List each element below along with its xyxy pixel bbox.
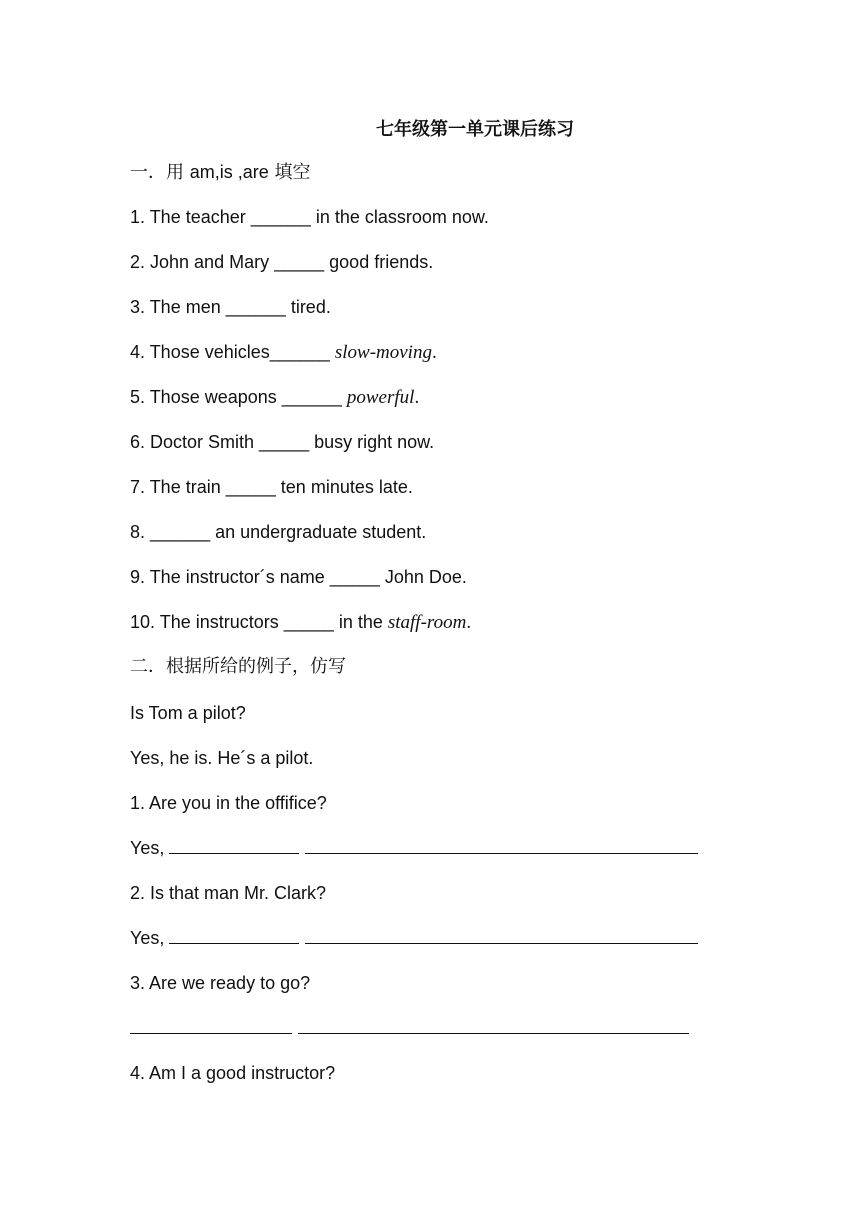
item-end: . bbox=[414, 387, 420, 408]
exercise-item-1 bbox=[130, 205, 489, 229]
answer-prefix: Yes, bbox=[130, 838, 170, 858]
answer-blank-long bbox=[298, 1016, 689, 1034]
answer-blank: ______ bbox=[225, 297, 286, 317]
item-text: John Doe. bbox=[379, 567, 467, 587]
example-question: Is Tom a pilot? bbox=[130, 703, 246, 723]
section-1-heading-prefix: 一．用 bbox=[130, 162, 190, 183]
answer-blank-long bbox=[305, 926, 698, 944]
exercise-item-6 bbox=[130, 430, 434, 454]
answer-blank-short bbox=[169, 926, 299, 944]
answer-prefix: Yes, bbox=[130, 928, 170, 948]
question-1: 1. Are you in the offifice? bbox=[130, 793, 327, 813]
item-text: busy right now. bbox=[309, 432, 435, 452]
answer-blank: ______ bbox=[281, 387, 342, 407]
section-1-heading-words: am,is ,are bbox=[189, 162, 269, 182]
item-text: tired. bbox=[285, 297, 331, 317]
exercise-item-4 bbox=[130, 340, 437, 365]
item-text: 5. Those weapons bbox=[130, 387, 282, 407]
answer-blank: _____ bbox=[329, 567, 380, 587]
item-text: 4. Those vehicles bbox=[130, 342, 270, 362]
answer-blank: _____ bbox=[259, 432, 310, 452]
item-text: good friends. bbox=[324, 252, 434, 272]
question-3: 3. Are we ready to go? bbox=[130, 973, 311, 993]
answer-blank: _____ bbox=[274, 252, 325, 272]
answer-line-3 bbox=[130, 1016, 689, 1040]
answer-blank-long bbox=[305, 836, 698, 854]
answer-blank: ______ bbox=[150, 522, 211, 542]
answer-blank-short bbox=[130, 1016, 292, 1034]
italic-term: powerful bbox=[346, 387, 415, 408]
exercise-item-3 bbox=[130, 295, 331, 319]
item-text: 1. The teacher bbox=[130, 207, 251, 227]
item-text: in the bbox=[333, 612, 388, 632]
item-text: 7. The train bbox=[130, 477, 226, 497]
item-text: 6. Doctor Smith bbox=[130, 432, 260, 452]
section-1-heading bbox=[130, 160, 311, 185]
exercise-item-9 bbox=[130, 565, 467, 589]
answer-blank: ______ bbox=[250, 207, 311, 227]
exercise-item-8 bbox=[130, 520, 426, 544]
exercise-item-7 bbox=[130, 475, 413, 499]
item-text: 10. The instructors bbox=[130, 612, 284, 632]
item-text: 8. bbox=[130, 522, 151, 542]
item-end: . bbox=[431, 342, 437, 363]
question-2: 2. Is that man Mr. Clark? bbox=[130, 883, 327, 903]
item-text: 2. John and Mary bbox=[130, 252, 275, 272]
item-text: 3. The men bbox=[130, 297, 226, 317]
question-4: 4. Am I a good instructor? bbox=[130, 1063, 336, 1083]
exercise-item-10 bbox=[130, 610, 471, 635]
exercise-item-5 bbox=[130, 385, 419, 410]
exercise-item-2 bbox=[130, 250, 433, 274]
section-2-heading: 二．根据所给的例子，仿写 bbox=[130, 656, 346, 677]
item-text: an undergraduate student. bbox=[210, 522, 427, 542]
item-text: 9. The instructor´s name bbox=[130, 567, 330, 587]
page-title: 七年级第一单元课后练习 bbox=[376, 119, 574, 140]
answer-line-2 bbox=[130, 926, 698, 950]
item-end: . bbox=[466, 612, 472, 633]
example-answer: Yes, he is. He´s a pilot. bbox=[130, 748, 314, 768]
answer-blank: ______ bbox=[269, 342, 330, 362]
answer-blank: _____ bbox=[283, 612, 334, 632]
section-1-heading-suffix: 填空 bbox=[268, 162, 311, 183]
italic-term: slow-moving bbox=[334, 342, 432, 363]
answer-line-1 bbox=[130, 836, 698, 860]
answer-blank-short bbox=[169, 836, 299, 854]
item-text: ten minutes late. bbox=[275, 477, 413, 497]
answer-blank: _____ bbox=[225, 477, 276, 497]
italic-term: staff-room bbox=[387, 612, 467, 633]
item-text: in the classroom now. bbox=[310, 207, 489, 227]
